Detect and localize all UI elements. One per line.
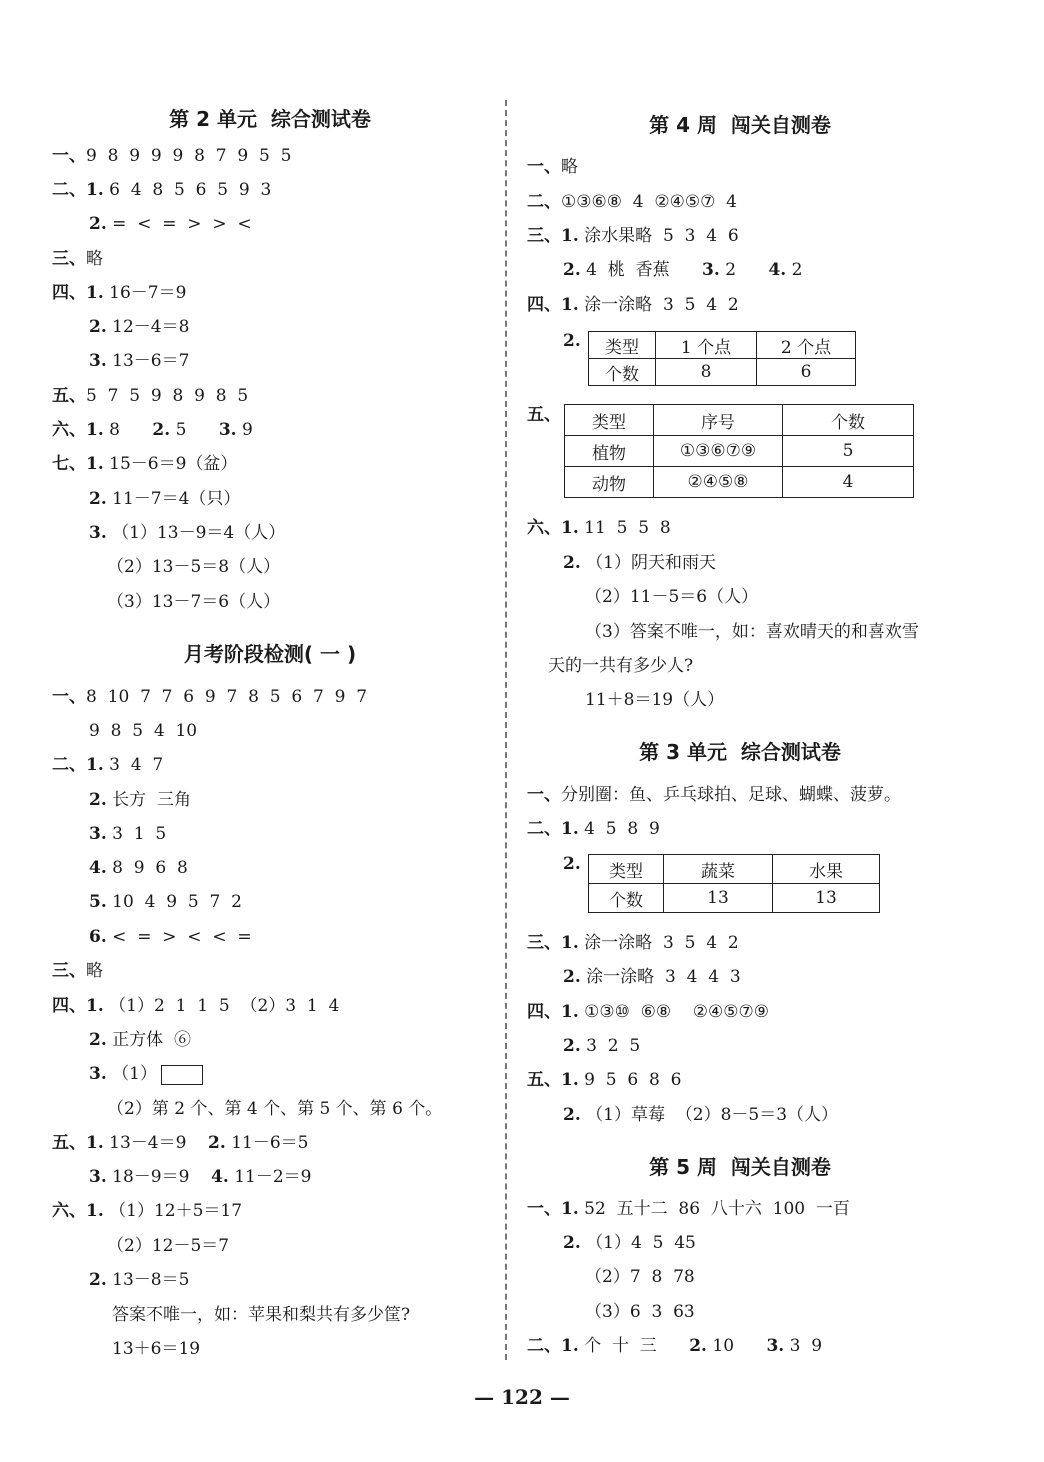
answer-line: 13＋6＝19 — [112, 1339, 201, 1359]
answer-line: 二、1. 3 4 7 — [52, 755, 164, 775]
answer-line: 五、 — [527, 405, 561, 425]
answer-line: 四、1. 16－7＝9 — [52, 283, 187, 303]
table-header: 水果 — [773, 855, 880, 884]
table-cell: 6 — [757, 359, 856, 386]
table-header: 蔬菜 — [664, 855, 773, 884]
section-title-monthly: 月考阶段检测( 一 ) — [183, 642, 357, 666]
answer-line: 四、1. 涂一涂略 3 5 4 2 — [527, 295, 739, 315]
answer-line: 2. 11－7＝4（只） — [89, 489, 241, 509]
table-cell: 4 — [783, 467, 914, 498]
answer-line: 3. 13－6＝7 — [89, 351, 190, 371]
table-cell: 个数 — [589, 359, 656, 386]
table-cell: 8 — [656, 359, 757, 386]
answer-line: 2. 涂一涂略 3 4 4 3 — [563, 967, 741, 987]
answer-line: 二、1. 6 4 8 5 6 5 9 3 — [52, 180, 272, 200]
answer-line: 三、1. 涂水果略 5 3 4 6 — [527, 226, 739, 246]
answer-line: 一、8 10 7 7 6 9 7 8 5 6 7 9 7 — [52, 687, 368, 707]
answer-line: 2. 4 桃 香蕉 3. 2 4. 2 — [563, 260, 803, 280]
table-cell: 植物 — [565, 436, 654, 467]
answer-line: 2. = < = > > < — [89, 214, 252, 234]
answer-line: 二、1. 个 十 三 2. 10 3. 3 9 — [527, 1336, 823, 1356]
answer-line: 2. 13－8＝5 — [89, 1270, 190, 1290]
answer-line: 3. 18－9＝9 4. 11－2＝9 — [89, 1167, 312, 1187]
answer-line: （2）12－5＝7 — [107, 1236, 230, 1256]
answer-line: 2. 长方 三角 — [89, 790, 191, 810]
answer-line: 七、1. 15－6＝9（盆） — [52, 454, 238, 474]
vegetables-fruits-table — [588, 854, 880, 913]
column-divider — [505, 100, 507, 1360]
answer-line: 3. 3 1 5 — [89, 824, 167, 844]
answer-line: 天的一共有多少人? — [548, 656, 694, 676]
table-cell: 13 — [773, 884, 880, 913]
answer-line: （2）7 8 78 — [585, 1267, 695, 1287]
plants-animals-table — [564, 404, 914, 498]
table-cell: 13 — [664, 884, 773, 913]
table-header: 类型 — [589, 332, 656, 359]
answer-line: （2）第 2 个、第 4 个、第 5 个、第 6 个。 — [107, 1099, 443, 1119]
section-title-unit2: 第 2 单元 综合测试卷 — [169, 107, 371, 131]
answer-line: 答案不唯一，如：苹果和梨共有多少筐? — [112, 1305, 411, 1325]
answer-line: 3. （1） — [89, 1063, 203, 1085]
table-header: 1 个点 — [656, 332, 757, 359]
answer-line: 一、9 8 9 9 9 8 7 9 5 5 — [52, 146, 292, 166]
table-cell: 动物 — [565, 467, 654, 498]
table-header: 类型 — [589, 855, 664, 884]
answer-line: 五、1. 13－4＝9 2. 11－6＝5 — [52, 1133, 309, 1153]
answer-line: 五、1. 9 5 6 8 6 — [527, 1070, 682, 1090]
table-cell: 5 — [783, 436, 914, 467]
answer-line: （3）6 3 63 — [585, 1302, 695, 1322]
answer-line: 2. — [563, 331, 581, 351]
table-header: 序号 — [654, 405, 783, 436]
answer-line: 一、1. 52 五十二 86 八十六 100 一百 — [527, 1199, 850, 1219]
answer-line: 一、分别圈：鱼、乒乓球拍、足球、蝴蝶、菠萝。 — [527, 785, 901, 805]
section-title-week4: 第 4 周 闯关自测卷 — [649, 113, 831, 137]
answer-line: （2）11－5＝6（人） — [585, 587, 759, 607]
table-header: 2 个点 — [757, 332, 856, 359]
answer-line: 二、①③⑥⑧ 4 ②④⑤⑦ 4 — [527, 192, 737, 212]
answer-line: 6. < = > < < = — [89, 927, 252, 947]
section-title-week5: 第 5 周 闯关自测卷 — [649, 1155, 831, 1179]
answer-line: 五、5 7 5 9 8 9 8 5 — [52, 386, 249, 406]
answer-line: 9 8 5 4 10 — [89, 721, 198, 741]
table-cell: ②④⑤⑧ — [654, 467, 783, 498]
answer-line: 2. 12－4＝8 — [89, 317, 190, 337]
answer-line: 三、1. 涂一涂略 3 5 4 2 — [527, 933, 739, 953]
answer-line: 六、1. 11 5 5 8 — [527, 518, 671, 538]
table-header: 类型 — [565, 405, 654, 436]
answer-line: 四、1. （1）2 1 1 5 （2）3 1 4 — [52, 996, 340, 1016]
dots-table — [588, 331, 856, 386]
table-cell: 个数 — [589, 884, 664, 913]
answer-line: 六、1. （1）12＋5＝17 — [52, 1201, 243, 1221]
answer-line: 11＋8＝19（人） — [585, 690, 725, 710]
rectangle-answer-box — [161, 1065, 203, 1085]
answer-line: 六、1. 8 2. 5 3. 9 — [52, 420, 253, 440]
page-number: — 122 — — [474, 1385, 570, 1409]
answer-line: 2. — [563, 854, 581, 874]
answer-line: （3）13－7＝6（人） — [107, 592, 281, 612]
answer-line: 4. 8 9 6 8 — [89, 858, 188, 878]
answer-line: 二、1. 4 5 8 9 — [527, 819, 660, 839]
answer-line: 3. （1）13－9＝4（人） — [89, 523, 286, 543]
section-title-unit3: 第 3 单元 综合测试卷 — [639, 740, 841, 764]
answer-line: 2. （1）草莓 （2）8－5＝3（人） — [563, 1105, 839, 1125]
answer-line: 三、略 — [52, 249, 103, 269]
table-cell: ①③⑥⑦⑨ — [654, 436, 783, 467]
answer-line: 2. 3 2 5 — [563, 1036, 641, 1056]
answer-line: （3）答案不唯一，如：喜欢晴天的和喜欢雪 — [585, 622, 919, 642]
answer-line: 2. （1）阴天和雨天 — [563, 553, 716, 573]
answer-line: 5. 10 4 9 5 7 2 — [89, 892, 242, 912]
answer-line: 2. 正方体 ⑥ — [89, 1030, 191, 1050]
answer-line: （2）13－5＝8（人） — [107, 557, 281, 577]
answer-line: 2. （1）4 5 45 — [563, 1233, 696, 1253]
answer-line: 一、略 — [527, 157, 578, 177]
table-header: 个数 — [783, 405, 914, 436]
answer-line: 三、略 — [52, 961, 103, 981]
answer-line: 四、1. ①③⑩ ⑥⑧ ②④⑤⑦⑨ — [527, 1002, 769, 1022]
